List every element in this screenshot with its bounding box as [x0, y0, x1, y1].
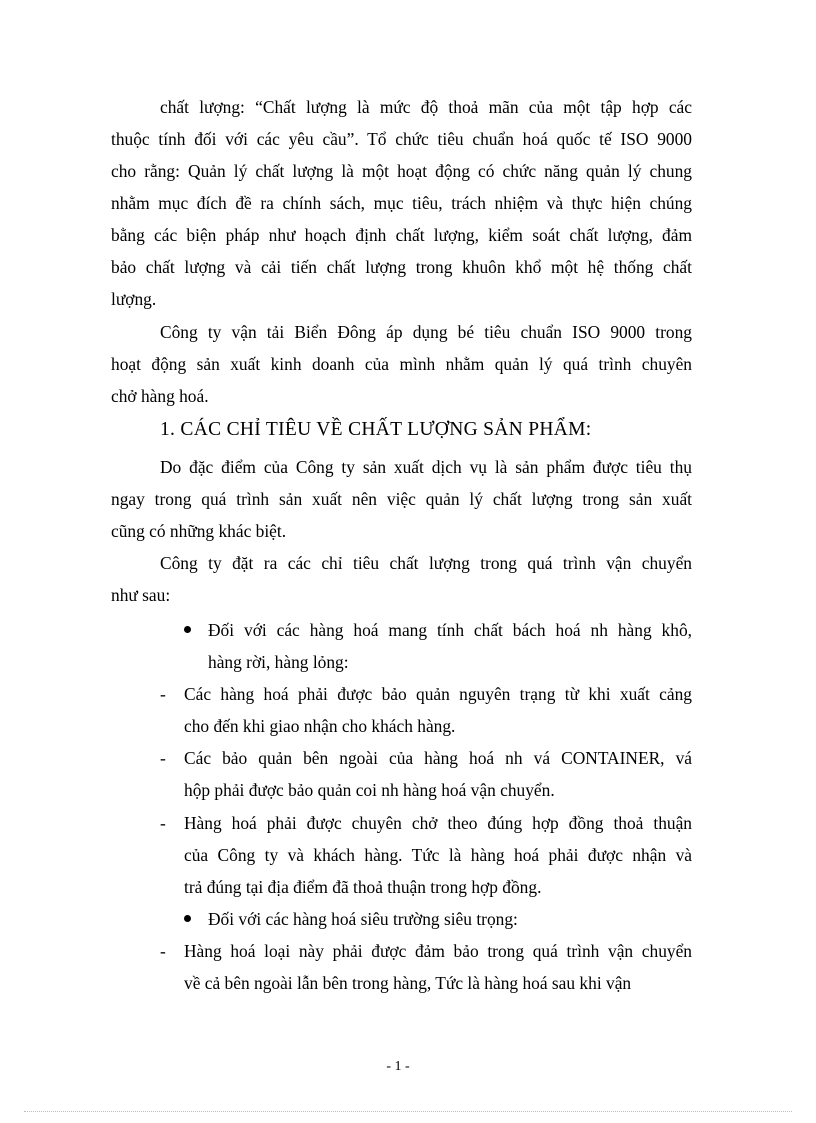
dash-line: về cả bên ngoài lẫn bên trong hàng, Tức là hàng hoá sau khi vận — [184, 973, 632, 993]
paragraph-line: hoạt động sản xuất kinh doanh của mình nhằm quản lý quá trình chuyên — [111, 354, 692, 374]
dash-line: hộp phải được bảo quản coi nh hàng hoá vận chuyển. — [184, 780, 555, 800]
dash-marker: - — [160, 813, 166, 833]
page-number: - 1 - — [386, 1059, 410, 1074]
paragraph-line: nhằm mục đích đề ra chính sách, mục tiêu, trách nhiệm và thực hiện chúng — [111, 193, 692, 213]
dash-marker: - — [160, 748, 166, 768]
dash-line: Các hàng hoá phải được bảo quản nguyên trạng từ khi xuất cảng — [184, 684, 692, 704]
footer-divider — [24, 1111, 792, 1112]
paragraph-line: lượng. — [111, 289, 157, 309]
dash-line: Hàng hoá phải được chuyên chở theo đúng hợp đồng thoả thuận — [184, 813, 692, 833]
dash-marker: - — [160, 941, 166, 961]
dash-line: cho đến khi giao nhận cho khách hàng. — [184, 716, 456, 736]
paragraph-line: ngay trong quá trình sản xuất nên việc quản lý chất lượng trong sản xuất — [111, 489, 692, 509]
dash-marker: - — [160, 684, 166, 704]
paragraph-line: bảo chất lượng và cải tiến chất lượng trong khuôn khổ một hệ thống chất — [111, 257, 692, 277]
bullet-icon — [184, 626, 191, 633]
paragraph-line: chất lượng: “Chất lượng là mức độ thoả mãn của một tập hợp các — [160, 97, 692, 117]
paragraph-line: cũng có những khác biệt. — [111, 521, 287, 541]
dash-line: Các bảo quản bên ngoài của hàng hoá nh vá CONTAINER, vá — [184, 748, 692, 768]
bullet-icon — [184, 915, 191, 922]
bullet-line: Đối với các hàng hoá siêu trường siêu trọng: — [208, 909, 518, 929]
dash-line: trả đúng tại địa điểm đã thoả thuận trong hợp đồng. — [184, 877, 542, 897]
section-heading: 1. CÁC CHỈ TIÊU VỀ CHẤT LƯỢNG SẢN PHẨM: — [160, 419, 592, 440]
paragraph-line: Do đặc điểm của Công ty sản xuất dịch vụ là sản phẩm được tiêu thụ — [160, 457, 692, 477]
dash-line: của Công ty và khách hàng. Tức là hàng hoá phải được nhận và — [184, 845, 692, 865]
dash-line: Hàng hoá loại này phải được đảm bảo trong quá trình vận chuyển — [184, 941, 692, 961]
bullet-line: Đối với các hàng hoá mang tính chất bách hoá nh hàng khô, — [208, 620, 692, 640]
paragraph-line: như sau: — [111, 585, 171, 605]
paragraph-line: bằng các biện pháp như hoạch định chất lượng, kiểm soát chất lượng, đảm — [111, 225, 692, 245]
paragraph-line: thuộc tính đối với các yêu cầu”. Tổ chức tiêu chuẩn hoá quốc tế ISO 9000 — [111, 129, 692, 149]
bullet-line: hàng rời, hàng lỏng: — [208, 652, 349, 672]
paragraph-line: chở hàng hoá. — [111, 386, 209, 406]
paragraph-line: Công ty vận tải Biển Đông áp dụng bé tiêu chuẩn ISO 9000 trong — [160, 322, 692, 342]
paragraph-line: Công ty đặt ra các chỉ tiêu chất lượng trong quá trình vận chuyển — [160, 553, 692, 573]
paragraph-line: cho rằng: Quản lý chất lượng là một hoạt động có chức năng quản lý chung — [111, 161, 692, 181]
